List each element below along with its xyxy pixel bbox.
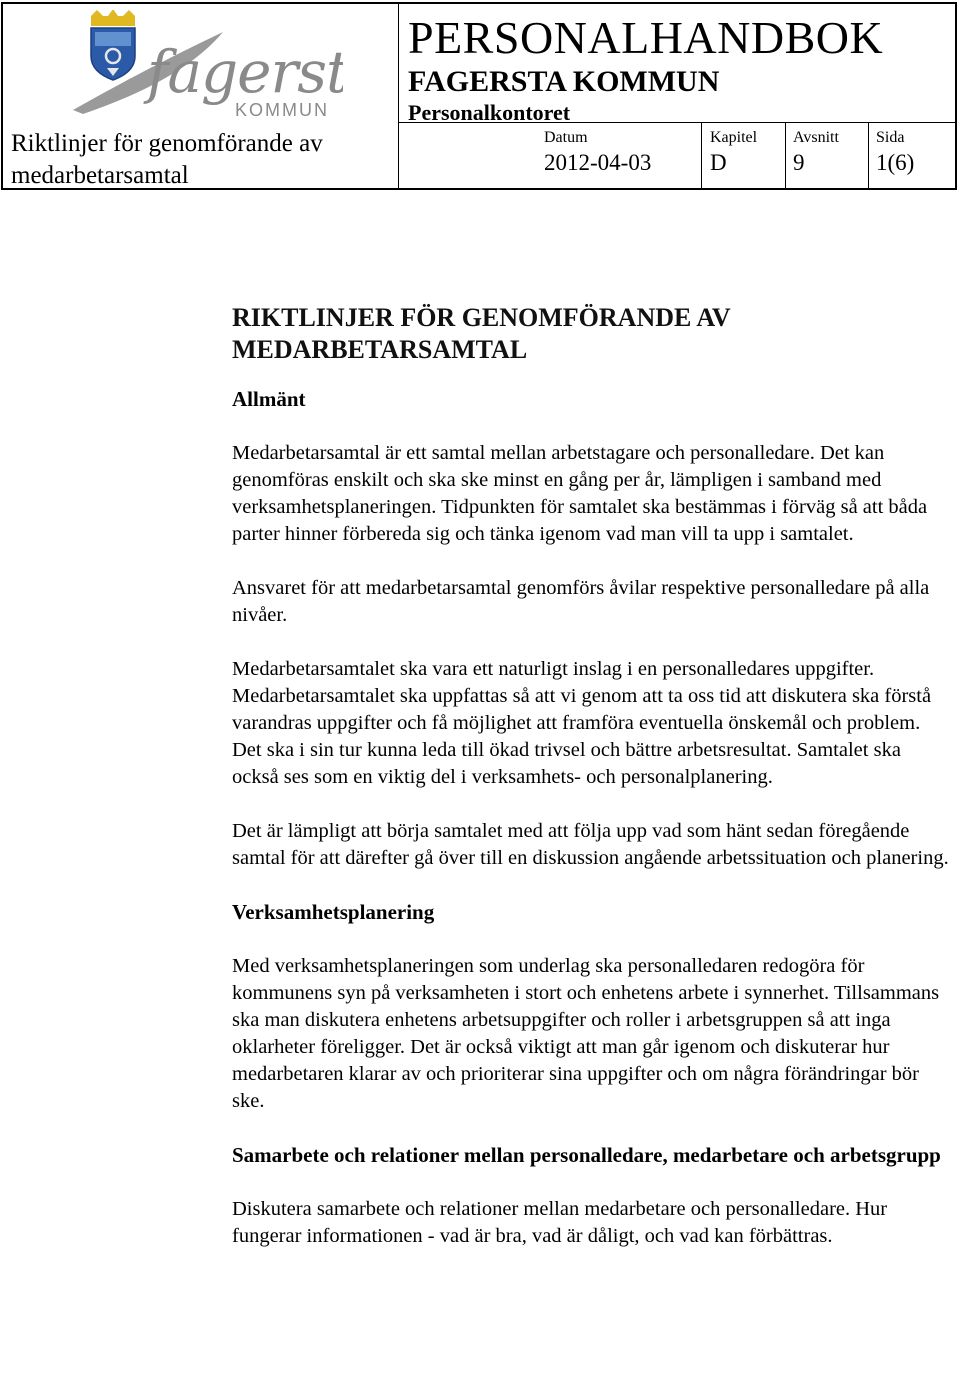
fagersta-logo — [63, 10, 343, 122]
page-title — [232, 302, 952, 366]
department-name: Personalkontoret — [408, 100, 571, 125]
page-title-line: MEDARBETARSAMTAL — [232, 335, 528, 364]
organization-name: FAGERSTA KOMMUN — [408, 65, 720, 98]
paragraph: Medarbetarsamtal är ett samtal mellan arbetstagare och personalledare. Det kan genomföras enskilt och ska ske minst en gång per år, lämpligen i samband med verksamhetsplaneringen. Tidpunkten för samtalet ska bestämmas i förväg så att båda parter hinner förbereda sig och tänka igenom vad man vill ta upp i samtalet. — [232, 442, 928, 545]
document-subject: Riktlinjer för genomförande av medarbetarsamtal — [11, 130, 323, 189]
chapter-label: Kapitel — [710, 129, 758, 146]
logo-wordmark: fagers — [147, 38, 326, 106]
paragraph: Medarbetarsamtalet ska vara ett naturligt inslag i en personalledares uppgifter. Medarbetarsamtalet ska uppfattas så att vi genom att ta oss tid att diskutera ska förstå varandras uppgifter och få möjlighet att framföra eventuella önskemål och problem. Det ska i sin tur kunna leda till ökad trivsel och bättre arbetsresultat. Samtalet ska också ses som en viktig del i verksamhets- och personalplanering. — [232, 658, 932, 788]
date-label: Datum — [544, 129, 588, 146]
paragraph: Diskutera samarbete och relationer mellan medarbetare och personalledare. Hur fungerar informationen - vad är bra, vad är dåligt, och vad kan förbättras. — [232, 1198, 888, 1247]
logo-subtext: KOMMUN — [235, 100, 329, 120]
paragraph: Det är lämpligt att börja samtalet med att följa upp vad som hänt sedan föregående samtal för att därefter gå över till en diskussion angående arbetssituation och planering. — [232, 820, 949, 869]
chapter-value: D — [710, 150, 727, 175]
section-heading: Verksamhetsplanering — [232, 900, 435, 924]
document-body — [232, 302, 952, 1277]
section-heading: Allmänt — [232, 387, 306, 411]
section-heading: Samarbete och relationer mellan personalledare, medarbetare och arbetsgrupp — [232, 1143, 941, 1167]
paragraph: Med verksamhetsplaneringen som underlag ska personalledaren redogöra för kommunens syn på verksamheten i stort och enhetens arbete i synnerhet. Tillsammans ska man diskutera enhetens arbetsuppgifter och roller i arbetsgruppen så att inga oklarheter föreligger. Det är också viktigt att man går igenom och diskuterar hur medarbetaren klarar av och prioriterar sina uppgifter och om några förändringar bör ske. — [232, 955, 940, 1112]
municipality-crest-icon — [63, 10, 343, 122]
header-divider-vertical — [398, 4, 399, 188]
page-label: Sida — [876, 129, 905, 146]
meta-divider — [701, 122, 702, 188]
paragraph: Ansvaret för att medarbetarsamtal genomförs åvilar respektive personalledare på alla nivåer. — [232, 577, 930, 626]
meta-divider — [785, 122, 786, 188]
crown-icon — [91, 10, 135, 26]
handbook-title: PERSONALHANDBOK — [408, 12, 884, 63]
page-title-line: RIKTLINJER FÖR GENOMFÖRANDE AV — [232, 303, 731, 332]
meta-divider — [868, 122, 869, 188]
section-value: 9 — [793, 150, 805, 175]
page-value: 1(6) — [876, 150, 915, 175]
section-label: Avsnitt — [793, 129, 839, 146]
document-header — [1, 2, 957, 190]
date-value: 2012-04-03 — [544, 150, 652, 175]
